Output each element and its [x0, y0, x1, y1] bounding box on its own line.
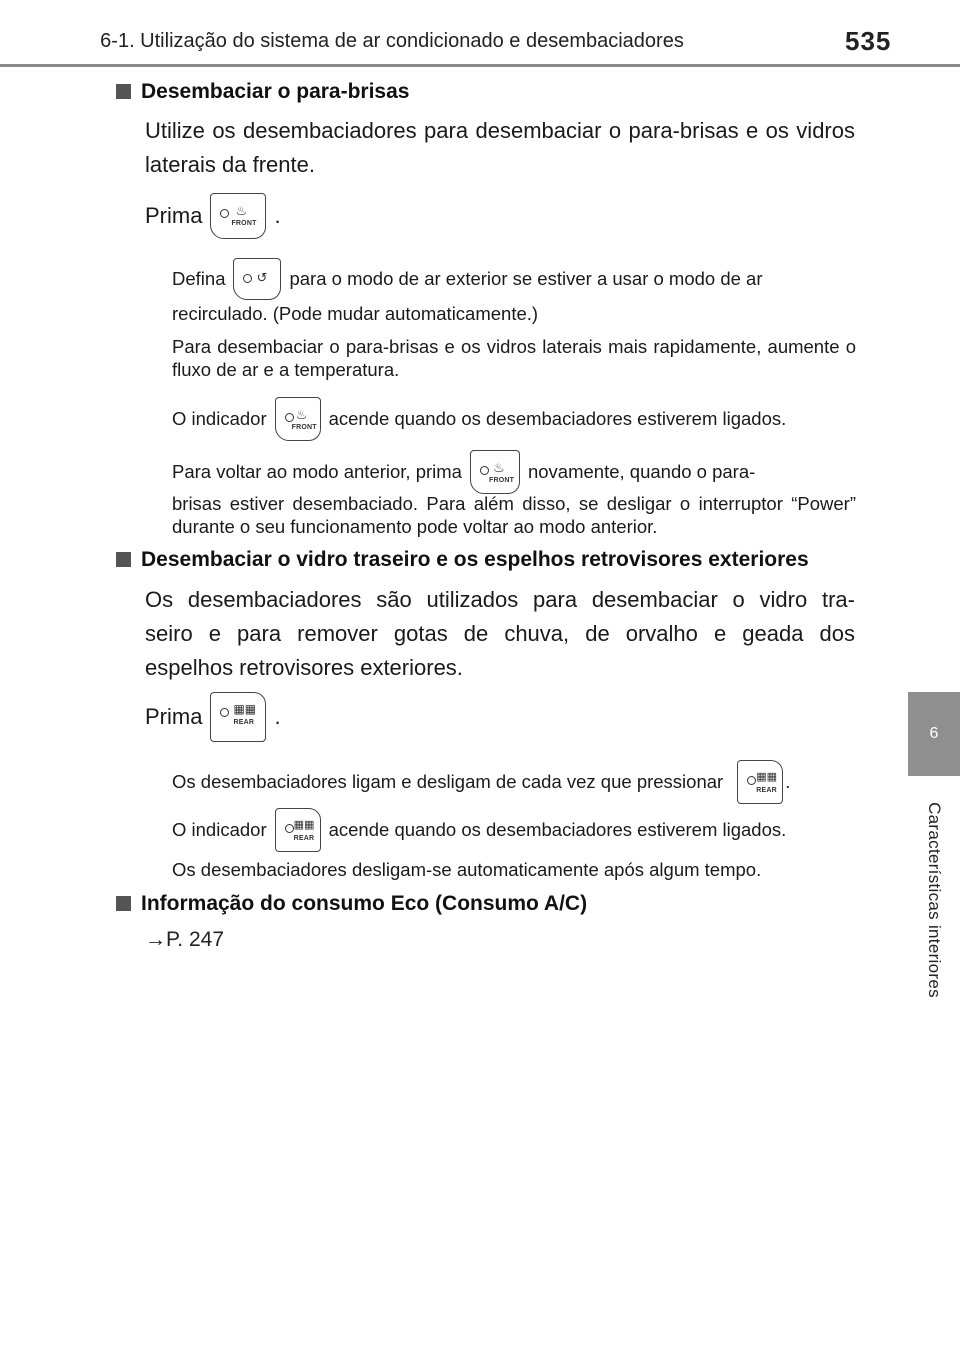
outside-air-icon: ↺ [256, 270, 268, 285]
rear-defogger-button[interactable] [210, 692, 266, 742]
text-line: Os desembaciadores são utilizados para desembaciar o vidro tra- [145, 587, 855, 612]
note-text: acende quando os desembaciadores estiverem ligados. [328, 819, 787, 840]
heading-bullet-icon [116, 896, 131, 911]
button-caption: REAR [756, 787, 777, 794]
heading-text: Desembaciar o para-brisas [141, 80, 410, 103]
arrow-right-icon: → [145, 928, 166, 951]
note-text: Os desembaciadores ligam e desligam de cada vez que pressionar [172, 771, 724, 792]
indicator-light-icon [480, 466, 489, 475]
air-intake-button[interactable] [233, 258, 281, 300]
chapter-number: 6 [929, 725, 939, 742]
header-title: 6-1. Utilização do sistema de ar condicionado e desembaciadores [100, 30, 684, 52]
section1-note3 [172, 397, 856, 441]
note-text: Defina [172, 268, 226, 289]
front-defogger-indicator-button [275, 397, 321, 441]
rear-defogger-indicator-button [275, 808, 321, 852]
section1-note4 [172, 450, 856, 494]
text-line: espelhos retrovisores exteriores. [145, 655, 463, 680]
button-caption: REAR [233, 719, 255, 726]
section2-note2 [172, 808, 856, 852]
page-reference-link[interactable] [145, 928, 224, 952]
rear-defog-icon: ▦▦ [756, 771, 777, 783]
section-heading-eco [116, 892, 587, 916]
button-caption: FRONT [291, 424, 317, 431]
rear-defog-icon: ▦▦ [233, 702, 257, 716]
prima-label: Prima [145, 704, 203, 729]
windshield-defog-icon: ♨ [295, 407, 308, 422]
heading-text: Desembaciar o vidro traseiro e os espelhos retrovisores exteriores [141, 548, 809, 571]
front-defogger-button[interactable] [210, 193, 266, 239]
rear-defogger-button[interactable] [737, 760, 783, 804]
indicator-light-icon [220, 708, 229, 717]
heading-text: Informação do consumo Eco (Consumo A/C) [141, 892, 588, 915]
section2-prima [145, 692, 281, 742]
chapter-tab [908, 692, 960, 776]
section2-text [145, 583, 855, 685]
note-text: O indicador [172, 819, 267, 840]
page-number: 535 [845, 26, 892, 56]
note-text: novamente, quando o para- [527, 461, 756, 482]
button-caption: REAR [293, 835, 315, 842]
text-line: seiro e para remover gotas de chuva, de orvalho e geada dos [145, 621, 855, 646]
section2-note3: Os desembaciadores desligam-se automaticamente após algum tempo. [172, 859, 762, 880]
indicator-light-icon [747, 776, 756, 785]
prima-label: Prima [145, 203, 203, 228]
section1-note1-cont: recirculado. (Pode mudar automaticamente.) [172, 303, 539, 324]
section1-text: Utilize os desembaciadores para desembaciar o para-brisas e os vidros laterais da frente. [145, 118, 855, 177]
section1-note4-cont: brisas estiver desembaciado. Para além disso, se desligar o interruptor “Power” durante o seu funcionamento pode voltar ao modo anterior. [172, 493, 856, 537]
rear-defog-icon: ▦▦ [293, 819, 315, 831]
prima-period: . [274, 203, 281, 228]
button-caption: FRONT [488, 477, 515, 484]
heading-bullet-icon [116, 84, 131, 99]
reference-text: P. 247 [166, 928, 225, 951]
prima-period: . [274, 704, 281, 729]
indicator-light-icon [243, 274, 252, 283]
section1-prima [145, 193, 281, 239]
section1-note2: Para desembaciar o para-brisas e os vidros laterais mais rapidamente, aumente o fluxo de ar e a temperatura. [172, 336, 856, 380]
heading-bullet-icon [116, 552, 131, 567]
note-text: Para voltar ao modo anterior, prima [172, 461, 462, 482]
note-text: O indicador [172, 408, 267, 429]
section2-note1 [172, 760, 856, 804]
indicator-light-icon [285, 824, 294, 833]
section1-note1 [172, 258, 856, 300]
indicator-light-icon [220, 209, 229, 218]
section-heading-defog-windshield [116, 80, 409, 104]
note-text: para o modo de ar exterior se estiver a usar o modo de ar [289, 268, 763, 289]
chapter-label: Características interiores [925, 802, 944, 998]
header-rule [0, 64, 960, 67]
button-caption: FRONT [231, 220, 257, 227]
front-defogger-button[interactable] [470, 450, 520, 494]
note-text: . [785, 771, 791, 792]
windshield-defog-icon: ♨ [235, 203, 248, 218]
windshield-defog-icon: ♨ [492, 460, 505, 475]
note-text: acende quando os desembaciadores estiverem ligados. [328, 408, 787, 429]
section-heading-rear-defog [116, 548, 809, 572]
indicator-light-icon [285, 413, 294, 422]
